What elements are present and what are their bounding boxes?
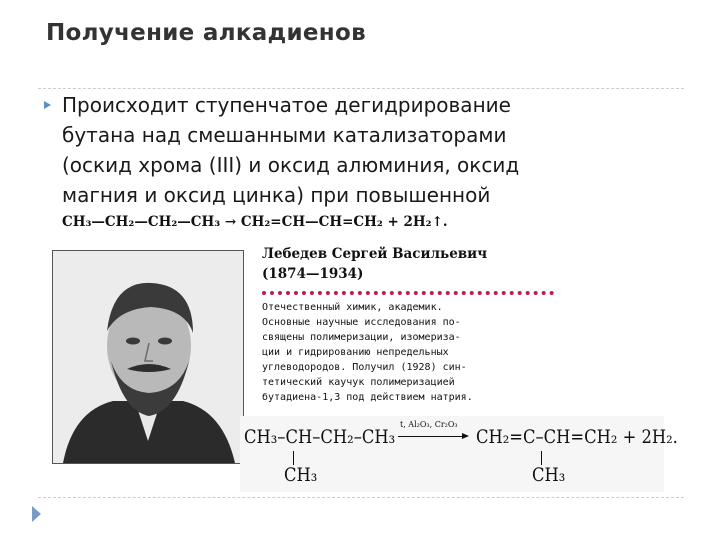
bio-line: священы полимеризации, изомериза- [262, 332, 461, 343]
lebedev-portrait [52, 250, 244, 464]
triangle-bullet-icon [44, 101, 51, 109]
bio-line: углеводородов. Получил (1928) син- [262, 362, 467, 373]
scientist-name: Лебедев Сергей Васильевич [262, 246, 488, 262]
slide-title: Получение алкадиенов [46, 20, 366, 46]
body-line: (оскид хрома (III) и оксид алюминия, оксид [62, 153, 520, 177]
bio-line: Отечественный химик, академик. [262, 302, 443, 313]
product-formula: CH₂=C–CH=CH₂ + 2H₂. [476, 426, 678, 448]
top-divider [38, 88, 684, 89]
body-line: Происходит ступенчатое дегидрирование [62, 93, 511, 117]
reactant-formula: CH₃–CH–CH₂–CH₃ [244, 426, 396, 448]
dehydrogenation-equation: CH₃—CH₂—CH₂—CH₃ → CH₂=CH—CH=CH₂ + 2H₂↑. [62, 214, 448, 230]
isopentane-dehydrogenation-equation [240, 416, 678, 492]
body-line: магния и оксид цинка) при повышенной [62, 183, 491, 207]
scientist-years: (1874—1934) [262, 266, 364, 282]
scientist-biography [262, 300, 562, 405]
branch-bond [541, 451, 542, 465]
reaction-arrow [398, 436, 462, 437]
bio-line: ции и гидрированию непредельных [262, 347, 449, 358]
bio-line: тетический каучук полимеризацией [262, 377, 455, 388]
slide-body [62, 90, 662, 210]
reactant-branch: CH₃ [284, 464, 318, 486]
bio-line: Основные научные исследования по- [262, 317, 461, 328]
branch-bond [293, 451, 294, 465]
product-branch: CH₃ [532, 464, 566, 486]
bio-line: бутадиена-1,3 под действием натрия. [262, 392, 473, 403]
reaction-conditions: t, Al₂O₃, Cr₂O₃ [400, 420, 458, 429]
arrow-head-icon [462, 433, 469, 439]
next-slide-icon[interactable] [32, 506, 41, 522]
bottom-divider [38, 497, 684, 498]
dotted-divider [262, 291, 554, 295]
body-line: бутана над смешанными катализаторами [62, 123, 507, 147]
